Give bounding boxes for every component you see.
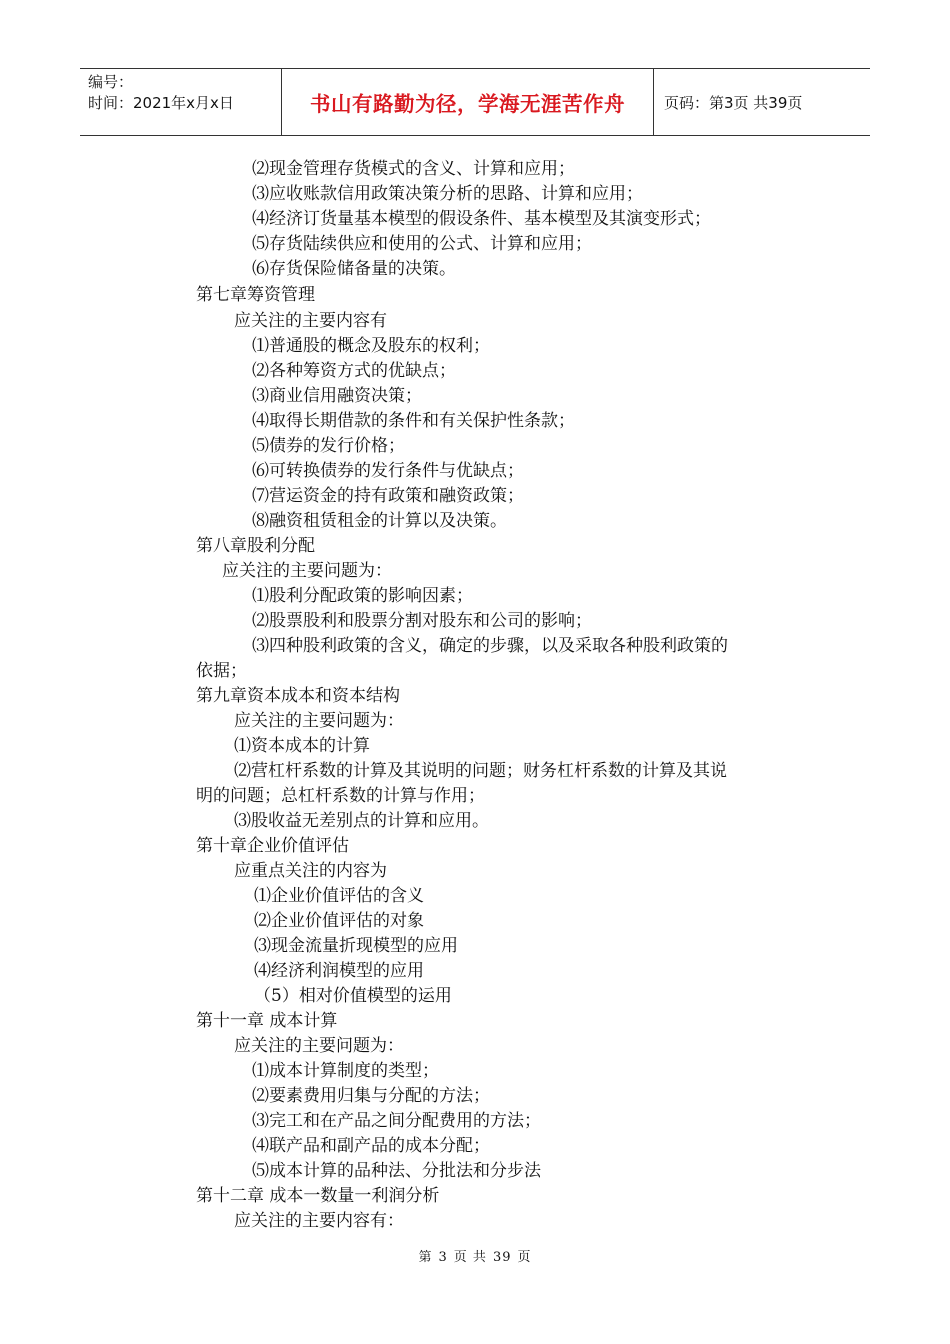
text-line: ⑷取得长期借款的条件和有关保护性条款； <box>252 411 575 431</box>
chapter-heading: 第九章资本成本和资本结构 <box>196 686 400 706</box>
chapter-heading: 第八章股利分配 <box>196 536 315 556</box>
text-line: ⑻融资租赁租金的计算以及决策。 <box>252 511 507 531</box>
footer-page-prefix: 第 <box>418 1250 433 1265</box>
text-line: ⑸存货陆续供应和使用的公式、计算和应用； <box>252 234 592 254</box>
text-line: ⑴股利分配政策的影响因素； <box>252 586 473 606</box>
document-number-label: 编号： <box>88 73 134 91</box>
text-line: ⑴成本计算制度的类型； <box>252 1061 439 1081</box>
text-line: ⑶完工和在产品之间分配费用的方法； <box>252 1111 541 1131</box>
chapter-heading: 第十一章 成本计算 <box>196 1011 338 1031</box>
header-info-cell <box>80 69 282 135</box>
text-line: ⑶股收益无差别点的计算和应用。 <box>234 811 489 831</box>
text-line: ⑸成本计算的品种法、分批法和分步法 <box>252 1161 541 1181</box>
text-line: ⑹可转换债券的发行条件与优缺点； <box>252 461 524 481</box>
section-intro: 应关注的主要问题为： <box>222 561 392 581</box>
text-line: ⑷联产品和副产品的成本分配； <box>252 1136 490 1156</box>
text-line: ⑵营杠杆系数的计算及其说明的问题；财务杠杆系数的计算及其说 <box>234 761 727 781</box>
text-line: ⑷经济订货量基本模型的假设条件、基本模型及其演变形式； <box>252 209 711 229</box>
chapter-heading: 第十章企业价值评估 <box>196 836 349 856</box>
chapter-heading: 第十二章 成本一数量一利润分析 <box>196 1186 440 1206</box>
page-footer <box>0 1246 950 1265</box>
text-line: ⑶现金流量折现模型的应用 <box>254 936 458 956</box>
text-line: ⑴企业价值评估的含义 <box>254 886 424 906</box>
chapter-heading: 第七章筹资管理 <box>196 285 315 305</box>
section-intro: 应关注的主要内容有 <box>234 311 387 331</box>
text-line: ⑵企业价值评估的对象 <box>254 911 424 931</box>
text-line: ⑵股票股利和股票分割对股东和公司的影响； <box>252 611 592 631</box>
header-motto: 书山有路勤为径，学海无涯苦作舟 <box>282 69 654 135</box>
footer-page-number: 3 <box>438 1250 448 1265</box>
document-time-label: 时间：2021年x月x日 <box>88 94 234 112</box>
text-line: ⑶四种股利政策的含义，确定的步骤，以及采取各种股利政策的 <box>252 636 728 656</box>
text-line: ⑶应收账款信用政策决策分析的思路、计算和应用； <box>252 184 643 204</box>
header-page-info: 页码：第3页 共39页 <box>664 93 803 112</box>
section-intro: 应关注的主要问题为： <box>234 1036 404 1056</box>
text-line: ⑺营运资金的持有政策和融资政策； <box>252 486 524 506</box>
section-intro: 应关注的主要问题为： <box>234 711 404 731</box>
text-line: ⑵现金管理存货模式的含义、计算和应用； <box>252 159 575 179</box>
page-header <box>80 68 870 136</box>
footer-page-mid: 页 共 <box>453 1250 487 1265</box>
section-intro: 应关注的主要内容有： <box>234 1211 404 1231</box>
text-line: ⑷经济利润模型的应用 <box>254 961 424 981</box>
text-line: ⑶商业信用融资决策； <box>252 386 422 406</box>
text-line: ⑴资本成本的计算 <box>234 736 370 756</box>
text-line: ⑵要素费用归集与分配的方法； <box>252 1086 490 1106</box>
section-intro: 应重点关注的内容为 <box>234 861 387 881</box>
text-line: （5）相对价值模型的运用 <box>254 986 452 1006</box>
text-line-continued: 依据； <box>196 661 247 681</box>
footer-page-total: 39 <box>492 1250 512 1265</box>
text-line: ⑵各种筹资方式的优缺点； <box>252 361 456 381</box>
text-line: ⑴普通股的概念及股东的权利； <box>252 336 490 356</box>
footer-page-suffix: 页 <box>517 1250 532 1265</box>
text-line-continued: 明的问题；总杠杆系数的计算与作用； <box>196 786 485 806</box>
text-line: ⑹存货保险储备量的决策。 <box>252 259 456 279</box>
text-line: ⑸债券的发行价格； <box>252 436 405 456</box>
